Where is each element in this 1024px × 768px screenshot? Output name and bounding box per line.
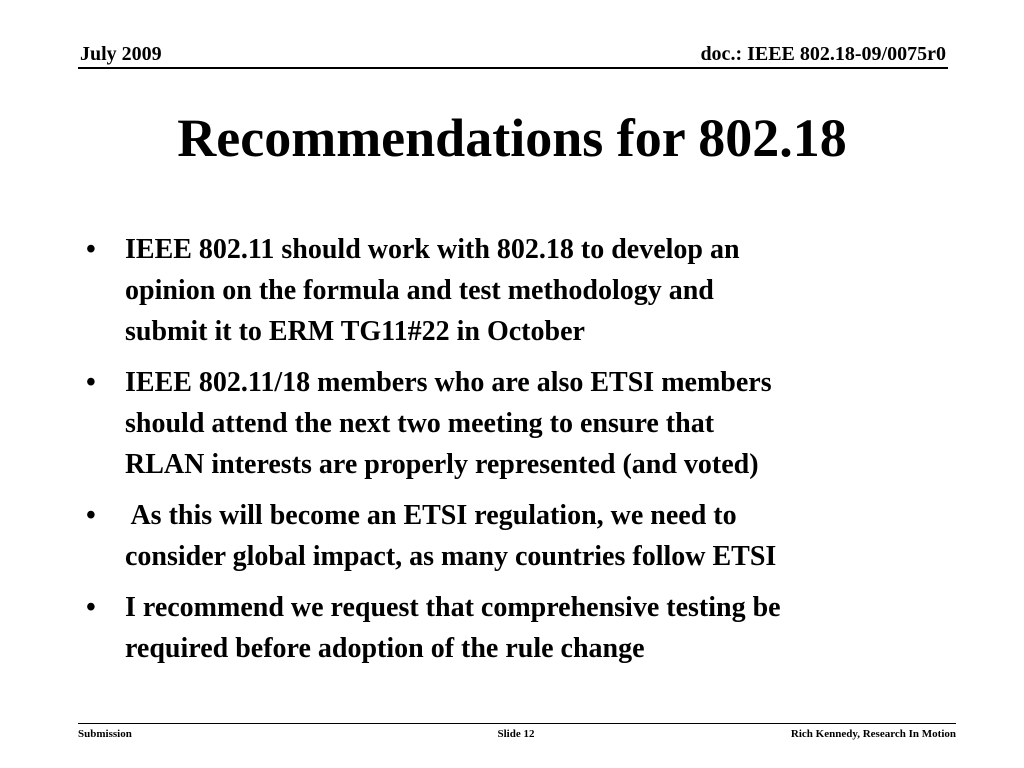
bullet-text — [125, 229, 740, 352]
bullet-line: RLAN interests are properly represented (and voted) — [125, 449, 759, 480]
footer-divider — [78, 723, 956, 724]
slide-title: Recommendations for 802.18 — [177, 108, 847, 168]
bullet-line: opinion on the formula and test methodology and — [125, 275, 714, 306]
header-divider — [78, 67, 948, 69]
bullet-line: submit it to ERM TG11#22 in October — [125, 316, 585, 347]
bullet-icon: • — [86, 592, 96, 623]
bullet-item — [86, 362, 986, 485]
bullet-text — [125, 495, 776, 577]
header-doc-id: doc.: IEEE 802.18-09/0075r0 — [700, 43, 946, 65]
bullet-icon: • — [86, 367, 96, 398]
bullet-list — [86, 229, 986, 679]
bullet-item — [86, 587, 986, 669]
bullet-text — [125, 362, 772, 485]
footer-submission: Submission — [78, 728, 132, 740]
bullet-line: required before adoption of the rule change — [125, 633, 645, 664]
bullet-line: I recommend we request that comprehensive testing be — [125, 592, 781, 623]
bullet-icon: • — [86, 234, 96, 265]
bullet-line: IEEE 802.11/18 members who are also ETSI members — [125, 367, 772, 398]
footer-author: Rich Kennedy, Research In Motion — [790, 728, 956, 740]
bullet-line: IEEE 802.11 should work with 802.18 to develop an — [125, 234, 740, 265]
bullet-line: consider global impact, as many countries follow ETSI — [125, 541, 777, 572]
bullet-line: As this will become an ETSI regulation, we need to — [125, 500, 737, 531]
header-date: July 2009 — [80, 43, 162, 65]
bullet-item — [86, 229, 986, 352]
bullet-line: should attend the next two meeting to ensure that — [125, 408, 715, 439]
footer-slide-number: Slide 12 — [497, 728, 535, 740]
bullet-icon: • — [86, 500, 96, 531]
bullet-text — [125, 587, 781, 669]
bullet-item — [86, 495, 986, 577]
